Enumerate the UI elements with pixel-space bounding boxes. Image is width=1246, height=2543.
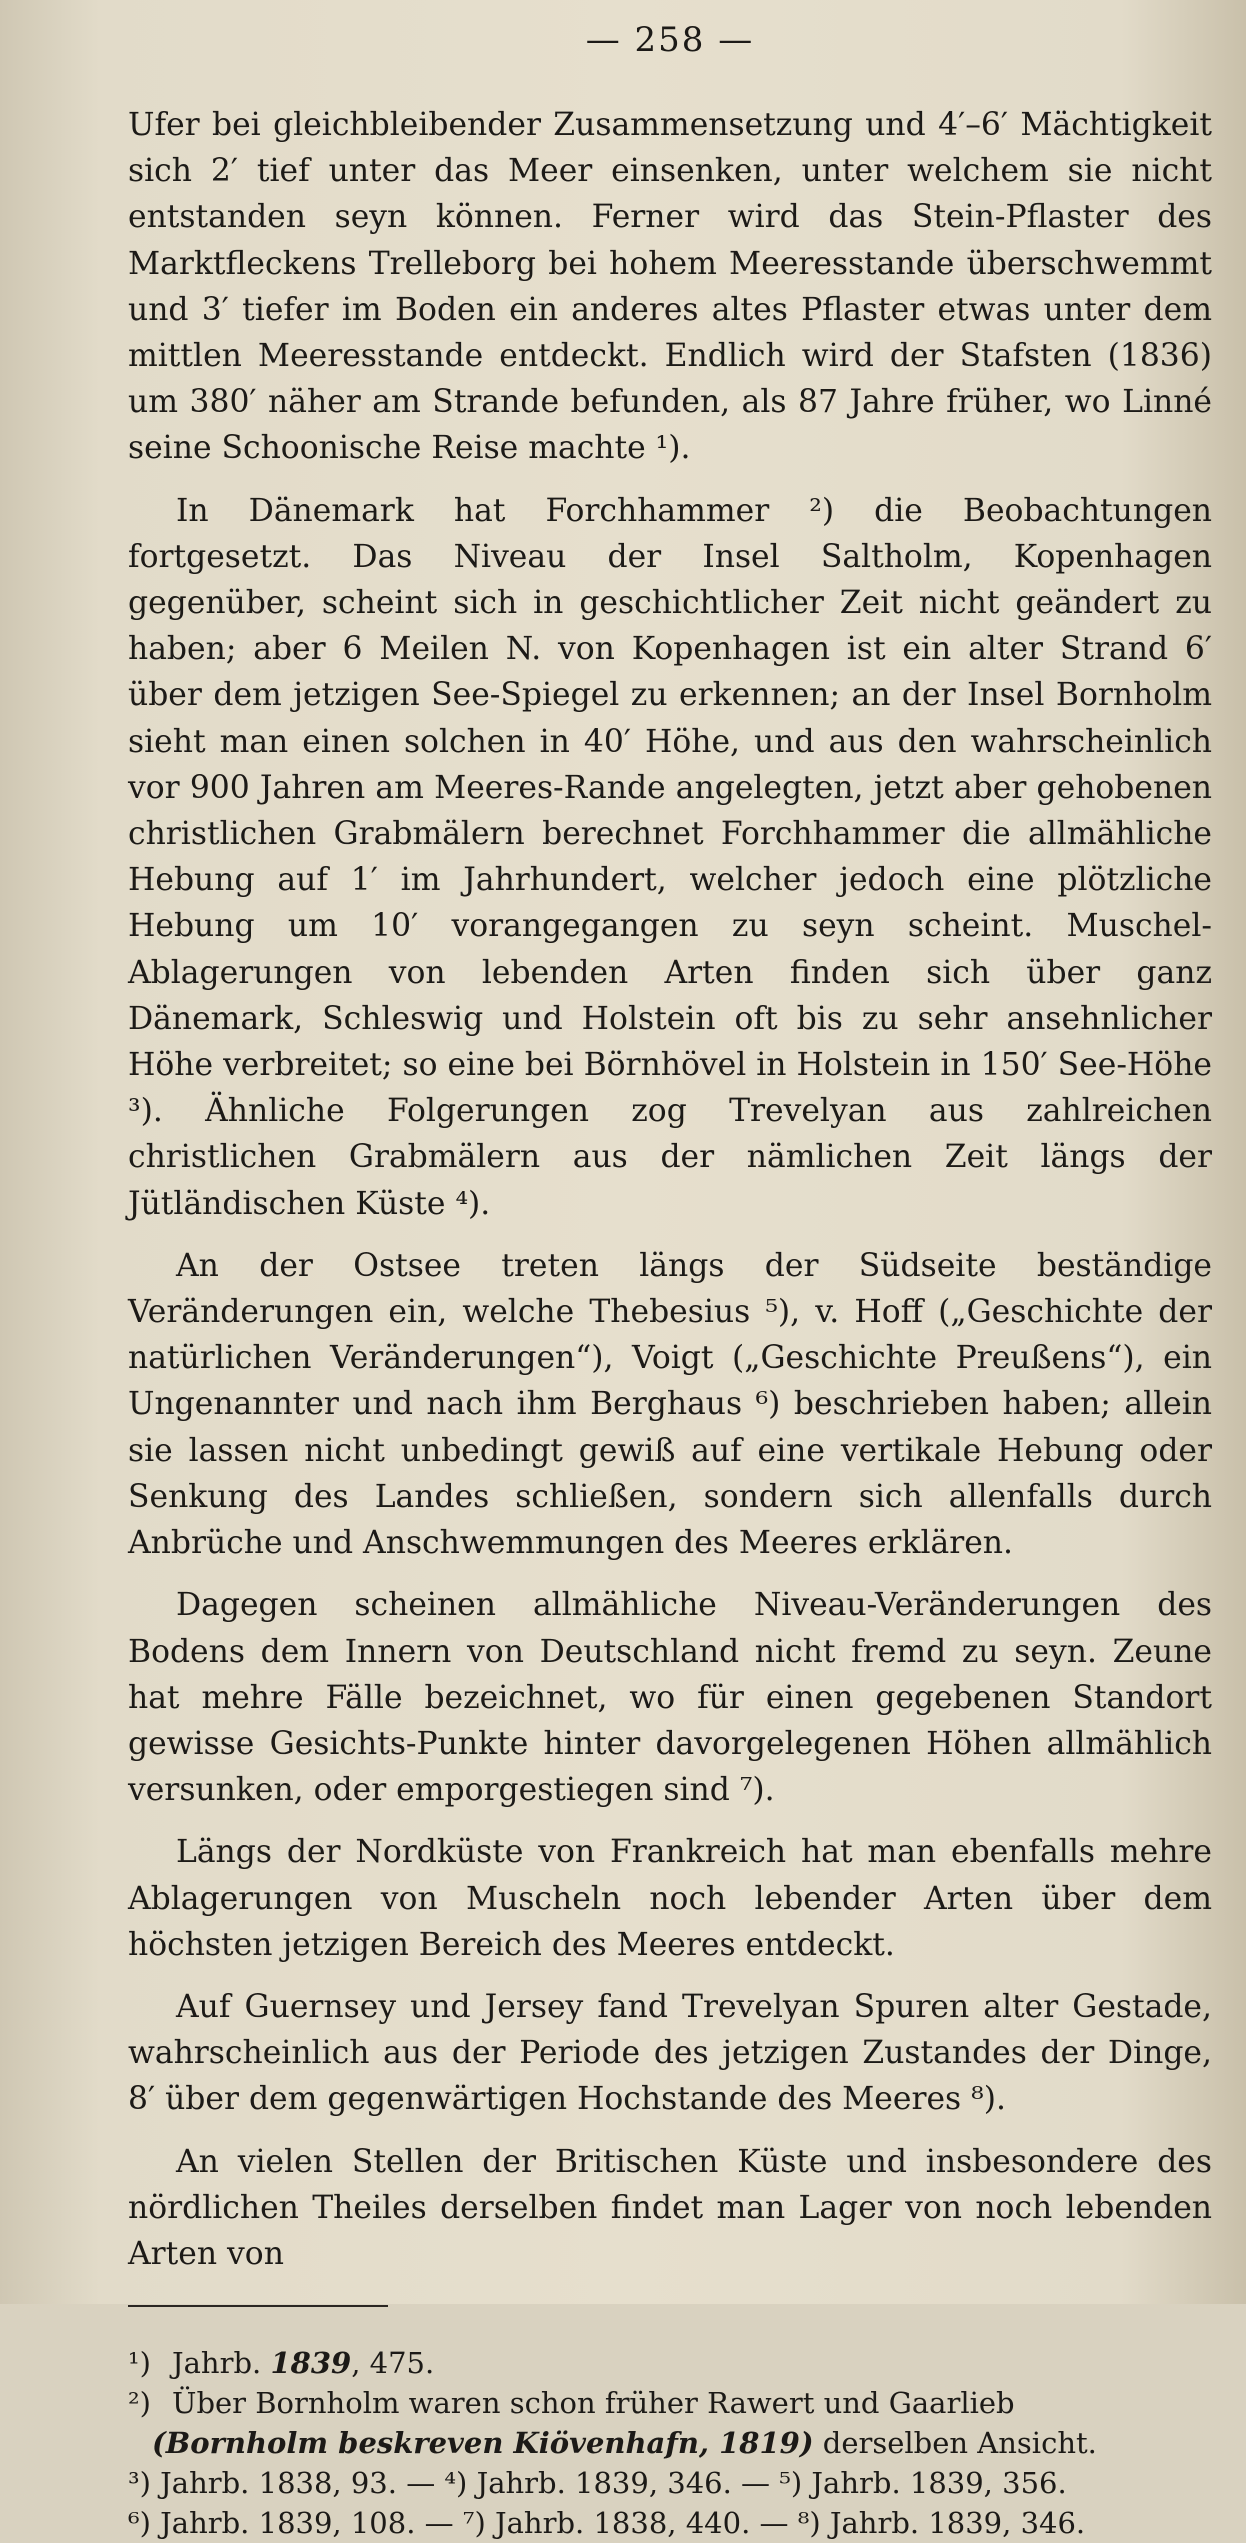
footnote-text: Über Bornholm waren schon früher Rawert und Gaarlieb bbox=[172, 2386, 1015, 2421]
footnote-text: Jahrb. bbox=[172, 2346, 271, 2381]
footnote-citation: (Bornholm beskreven Kiövenhafn, 1819) bbox=[152, 2426, 814, 2461]
main-text bbox=[128, 102, 1212, 2277]
footnote-year: 1839 bbox=[270, 2346, 352, 2381]
paragraph: Auf Guernsey und Jersey fand Trevelyan Spuren alter Gestade, wahrscheinlich aus der Periode des jetzigen Zustandes der Dinge, 8′ über dem gegenwärtigen Hochstande des Meeres ⁸). bbox=[128, 1988, 1212, 2118]
paragraph: An vielen Stellen der Britischen Küste und insbesondere des nördlichen Theiles derselben findet man Lager von noch lebenden Arten von bbox=[128, 2143, 1212, 2272]
footnote-number: ²) bbox=[128, 2386, 151, 2421]
page-number: — 258 — bbox=[585, 20, 755, 60]
footnote-6-8: ⁶) Jahrb. 1839, 108. — ⁷) Jahrb. 1838, 440. — ⁸) Jahrb. 1839, 346. bbox=[128, 2506, 1086, 2541]
footnote-2 bbox=[128, 2383, 1212, 2463]
footnote-number: ¹) bbox=[128, 2346, 151, 2381]
paragraph: Längs der Nordküste von Frankreich hat man ebenfalls mehre Ablagerungen von Muscheln noch lebender Arten über dem höchsten jetzigen Bereich des Meeres entdeckt. bbox=[128, 1834, 1212, 1963]
footnotes bbox=[128, 2343, 1212, 2543]
footnote-1 bbox=[128, 2343, 1212, 2383]
footnote-text: derselben Ansicht. bbox=[813, 2426, 1097, 2461]
footnote-text: , 475. bbox=[351, 2346, 435, 2381]
paragraph: In Dänemark hat Forchhammer ²) die Beobachtungen fortgesetzt. Das Niveau der Insel Saltholm, Kopenhagen gegenüber, scheint sich in geschichtlicher Zeit nicht geändert zu haben; aber 6 Meilen N. von Kopenhagen ist ein alter Strand 6′ über dem jetzigen See-Spiegel zu erkennen; an der Insel Bornholm sieht man einen solchen in 40′ Höhe, und aus den wahrscheinlich vor 900 Jahren am Meeres-Rande angelegten, jetzt aber gehobenen christlichen Grabmälern berechnet Forchhammer die allmähliche Hebung auf 1′ im Jahrhundert, welcher jedoch eine plötzliche Hebung um 10′ vorangegangen zu seyn scheint. Muschel-Ablagerungen von lebenden Arten finden sich über ganz Dänemark, Schleswig und Holstein oft bis zu sehr ansehnlicher Höhe verbreitet; so eine bei Börnhövel in Holstein in 150′ See-Höhe ³). Ähnliche Folgerungen zog Trevelyan aus zahlreichen christlichen Grabmälern aus der nämlichen Zeit längs der Jütländischen Küste ⁴). bbox=[128, 492, 1212, 1222]
footnote-3-5: ³) Jahrb. 1838, 93. — ⁴) Jahrb. 1839, 346. — ⁵) Jahrb. 1839, 356. bbox=[128, 2466, 1067, 2501]
paragraph: Ufer bei gleichbleibender Zusammensetzung und 4′–6′ Mächtigkeit sich 2′ tief unter das Meer einsenken, unter welchem sie nicht entstanden seyn können. Ferner wird das Stein-Pflaster des Marktfleckens Trelleborg bei hohem Meeresstande überschwemmt und 3′ tiefer im Boden ein anderes altes Pflaster etwas unter dem mittlen Meeresstande entdeckt. Endlich wird der Stafsten (1836) um 380′ näher am Strande befunden, als 87 Jahre früher, wo Linné seine Schoonische Reise machte ¹). bbox=[128, 107, 1212, 467]
paragraph: An der Ostsee treten längs der Südseite beständige Veränderungen ein, welche Thebesius ⁵), v. Hoff („Geschichte der natürlichen Veränderungen“), Voigt („Geschichte Preußens“), ein Ungenannter und nach ihm Berghaus ⁶) beschrieben haben; allein sie lassen nicht unbedingt gewiß auf eine vertikale Hebung oder Senkung des Landes schließen, sondern sich allenfalls durch Anbrüche und Anschwemmungen des Meeres erklären. bbox=[128, 1247, 1212, 1562]
paragraph: Dagegen scheinen allmähliche Niveau-Veränderungen des Bodens dem Innern von Deutschland nicht fremd zu seyn. Zeune hat mehre Fälle bezeichnet, wo für einen gegebenen Standort gewisse Gesichts-Punkte hinter davorgelegenen Höhen allmählich versunken, oder emporgestiegen sind ⁷). bbox=[128, 1587, 1212, 1809]
footnote-divider bbox=[128, 2305, 388, 2307]
